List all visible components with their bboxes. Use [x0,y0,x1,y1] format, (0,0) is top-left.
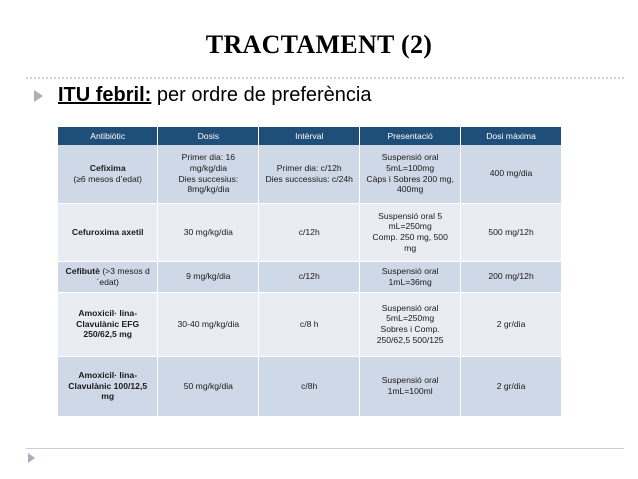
cell-interval [259,145,360,203]
header-dosis: Dosis [158,127,259,145]
table-row [58,261,562,292]
drug-name: Cefixima [89,163,126,174]
drug-note: (>3 mesos d ´edat) [96,265,150,287]
cell-dosis [158,292,259,356]
cell-line: Suspensió oral [381,152,439,163]
cell-line: Primer dia: 16 [181,152,236,163]
cell-line: Sobres i Comp. [380,324,440,334]
cell-line: mL=250mg [388,221,432,232]
cell-dosis [158,261,259,292]
cell-line: c/12h [298,226,320,237]
bullet-rest: per ordre de preferència [151,84,372,106]
table-row [58,145,562,203]
cell-interval [259,203,360,261]
cell-line: 30 mg/kg/dia [183,226,233,237]
cell-line: Suspensió oral [381,375,439,386]
cell-presentacio [360,261,461,292]
cell-line: Suspensió oral 5 [378,210,443,221]
cell-line: Dies succesius: [178,173,239,184]
drug-name: Amoxicil· lina- Clavulànic 100/12,5 mg [68,369,148,402]
triangle-bullet-icon [34,90,43,102]
table-row [58,292,562,356]
cell-line: 250/62,5 500/125 [376,334,444,345]
treatment-table [58,127,562,417]
cell-line: 1mL=36mg [388,276,432,287]
cell-line: 5mL=250mg [386,313,435,324]
cell-line: Suspensió oral [381,302,439,313]
cell-line: c/8h [301,380,318,391]
header-dosi-maxima: Dosi màxima [461,127,562,145]
cell-line: Comp. 250 mg, 500 [372,232,448,242]
cell-dosi-maxima: 200 mg/12h [461,261,562,292]
cell-line: 9 mg/kg/dia [186,271,231,282]
drug-note: (≥6 mesos d’edat) [73,173,143,184]
cell-interval [259,261,360,292]
footer-divider [26,448,624,449]
cell-antibiotic [58,145,158,203]
cell-line: Dies successius: c/24h [265,173,353,184]
bullet-text [58,84,371,107]
cell-antibiotic [58,261,158,292]
chevron-right-icon [28,453,35,463]
drug-name: Cefibutè [65,265,100,276]
cell-line: mg [404,242,417,253]
cell-interval [259,356,360,416]
cell-presentacio [360,292,461,356]
cell-line: 1mL=100ml [387,386,433,396]
header-antibiotic: Antibiòtic [58,127,158,145]
cell-line: 50 mg/kg/dia [183,380,233,391]
cell-line: 5mL=100mg [386,163,435,174]
cell-interval [259,292,360,356]
cell-line: Suspensió oral [381,265,439,276]
bullet-emphasis: ITU febril: [58,84,152,106]
header-interval: Intèrval [259,127,360,145]
cell-dosis [158,356,259,416]
cell-line: Càps i Sobres 200 mg, [366,173,454,184]
cell-dosi-maxima: 2 gr/dia [461,292,562,356]
cell-dosis [158,145,259,203]
cell-dosis [158,203,259,261]
cell-line: c/12h [298,271,320,282]
cell-presentacio [360,356,461,416]
cell-antibiotic [58,292,158,356]
cell-line: 30-40 mg/kg/dia [177,318,240,329]
cell-line: Primer dia: c/12h [276,163,342,174]
drug-name: Cefuroxima axetil [71,226,144,237]
slide-title: TRACTAMENT (2) [205,30,433,59]
cell-dosi-maxima: 2 gr/dia [461,356,562,416]
table-row [58,356,562,416]
cell-dosi-maxima: 400 mg/dia [461,145,562,203]
title-divider [26,77,624,79]
cell-line: 8mg/kg/dia [187,184,230,195]
cell-line: mg/kg/dia [189,163,227,174]
drug-name: Amoxicil· lina- Clavulànic EFG 250/62,5 mg [76,307,140,340]
header-presentacio: Presentació [360,127,461,145]
table-header-row [58,127,562,145]
cell-line: 400mg [397,184,424,195]
cell-antibiotic [58,203,158,261]
cell-dosi-maxima: 500 mg/12h [461,203,562,261]
cell-line: c/8 h [299,318,319,329]
cell-presentacio [360,203,461,261]
cell-antibiotic [58,356,158,416]
table-row [58,203,562,261]
cell-presentacio [360,145,461,203]
